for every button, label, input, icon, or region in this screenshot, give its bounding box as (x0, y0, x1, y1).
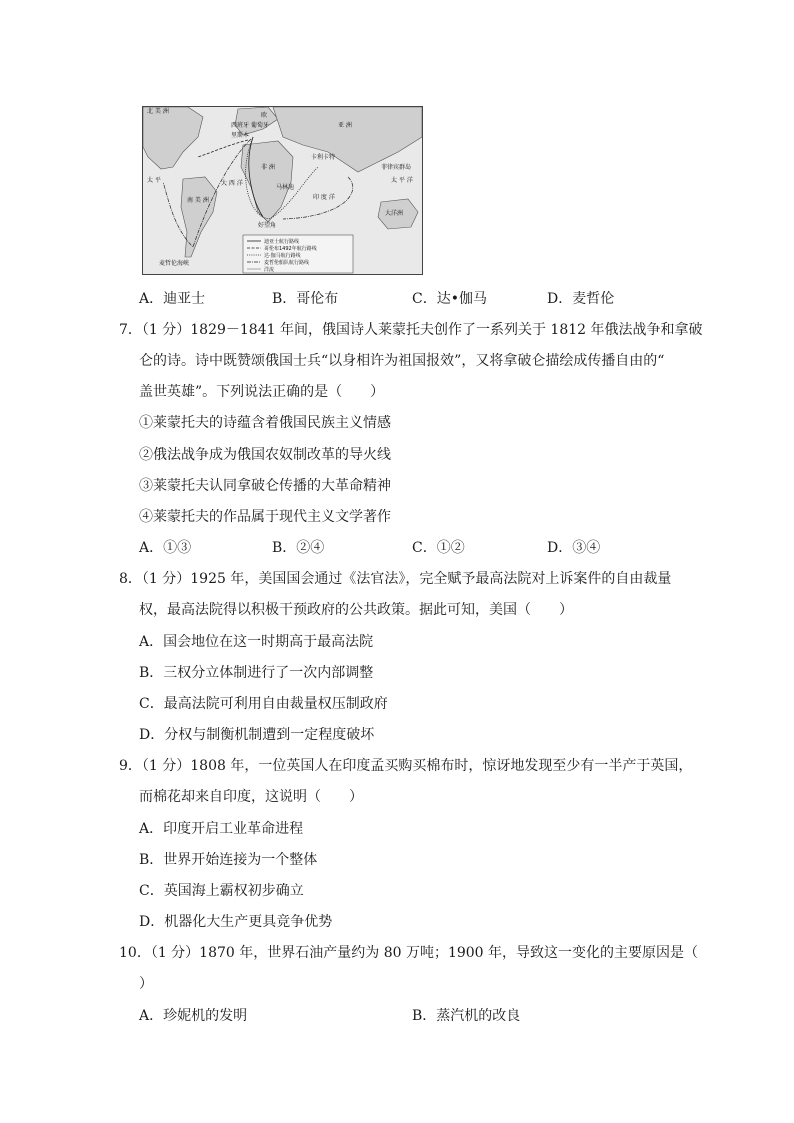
legend-item: 哥伦布1492年航行路线 (264, 246, 317, 252)
map-graphic (143, 107, 422, 274)
label-atlantic: 大 西 洋 (221, 180, 243, 187)
asia-shape (273, 107, 422, 172)
option-a: A．珍妮机的发明 (139, 1008, 248, 1024)
q10-stem-line: ） (139, 976, 153, 992)
label-philippines: 菲律宾群岛 (381, 164, 412, 171)
map-legend (243, 235, 353, 273)
option-a: A．迪亚士 (139, 291, 206, 307)
south-america-shape (181, 177, 217, 257)
label-indian-ocean: 印 度 洋 (313, 194, 335, 201)
legend-item: 达·伽马航行路线 (264, 253, 301, 259)
q8-stem-line: 8．（1 分）1925 年，美国国会通过《法官法》，完全赋予最高法院对上诉案件的自由裁量 (119, 571, 672, 587)
option-a: A．印度开启工业革命进程 (139, 821, 304, 837)
label-magellan-strait: 麦哲伦海峡 (159, 260, 190, 267)
label-north-america: 北 美 洲 (147, 108, 169, 115)
label-oceania: 大洋洲 (385, 210, 404, 217)
option-a: A．①③ (139, 540, 192, 556)
label-south-america: 南 美 洲 (187, 197, 209, 204)
label-lisbon: 里斯本 (231, 132, 250, 139)
option-b: B．三权分立体制进行了一次内部调整 (139, 665, 374, 681)
label-africa: 非 洲 (261, 164, 275, 171)
q8-stem-line: 权，最高法院得以积极干预政府的公共政策。据此可知，美国（ ） (139, 602, 573, 618)
option-d: D．机器化大生产更具竞争优势 (139, 914, 333, 930)
legend-item: 迪亚士航行路线 (264, 239, 300, 245)
q7-item: ④莱蒙托夫的作品属于现代主义文学著作 (139, 509, 391, 525)
option-c: C．达•伽马 (412, 291, 487, 307)
q9-stem-line: 而棉花却来自印度，这说明（ ） (139, 789, 363, 805)
label-pacific-left: 太 平 (147, 177, 161, 184)
q7-item: ①莱蒙托夫的诗蕴含着俄国民族主义情感 (139, 415, 391, 431)
q7-item: ②俄法战争成为俄国农奴制改革的导火线 (139, 447, 391, 463)
europe-shape (235, 107, 278, 135)
option-c: C．英国海上霸权初步确立 (139, 883, 304, 899)
label-cape: 好望角 (258, 222, 277, 229)
option-c: C．①② (412, 540, 465, 556)
africa-shape (241, 141, 293, 222)
legend-item: 洋流 (264, 267, 275, 273)
option-d: D．③④ (547, 540, 601, 556)
north-america-shape (143, 107, 203, 169)
option-b: B．蒸汽机的改良 (412, 1008, 521, 1024)
q7-item: ③莱蒙托夫认同拿破仑传播的大革命精神 (139, 478, 391, 494)
q7-stem-line: 仑的诗。诗中既赞颂俄国士兵“以身相许为祖国报效”，又将拿破仑描绘成传播自由的“ (139, 353, 665, 369)
label-pacific-right: 太 平 洋 (391, 177, 413, 184)
label-europe: 欧 (261, 112, 268, 119)
route-columbus (198, 140, 248, 157)
voyage-map (142, 106, 423, 275)
option-b: B．世界开始连接为一个整体 (139, 852, 318, 868)
label-portugal: 西班牙 葡萄牙 (231, 122, 269, 129)
q7-stem-line: 7．（1 分）1829－1841 年间，俄国诗人莱蒙托夫创作了一系列关于 1812 年俄法战争和拿破 (119, 322, 703, 338)
q9-stem-line: 9．（1 分）1808 年，一位英国人在印度孟买购买棉布时，惊讶地发现至少有一半产于英国， (119, 758, 693, 774)
label-asia: 亚 洲 (338, 122, 352, 129)
option-d: D．麦哲伦 (547, 291, 615, 307)
option-d: D．分权与制衡机制遭到一定程度破坏 (139, 727, 375, 743)
legend-item: 麦哲伦船队航行路线 (264, 260, 310, 266)
q7-stem-line: 盖世英雄”。下列说法正确的是（ ） (139, 384, 385, 400)
label-malindi: 马林迪 (276, 184, 295, 191)
label-calicut: 卡利卡特 (311, 154, 336, 161)
option-c: C．最高法院可利用自由裁量权压制政府 (139, 696, 388, 712)
q10-stem-line: 10．（1 分）1870 年，世界石油产量约为 80 万吨；1900 年，导致这一变化的主要原因是（ (119, 945, 699, 961)
option-b: B．哥伦布 (272, 291, 339, 307)
option-a: A．国会地位在这一时期高于最高法院 (139, 634, 374, 650)
option-b: B．②④ (272, 540, 325, 556)
